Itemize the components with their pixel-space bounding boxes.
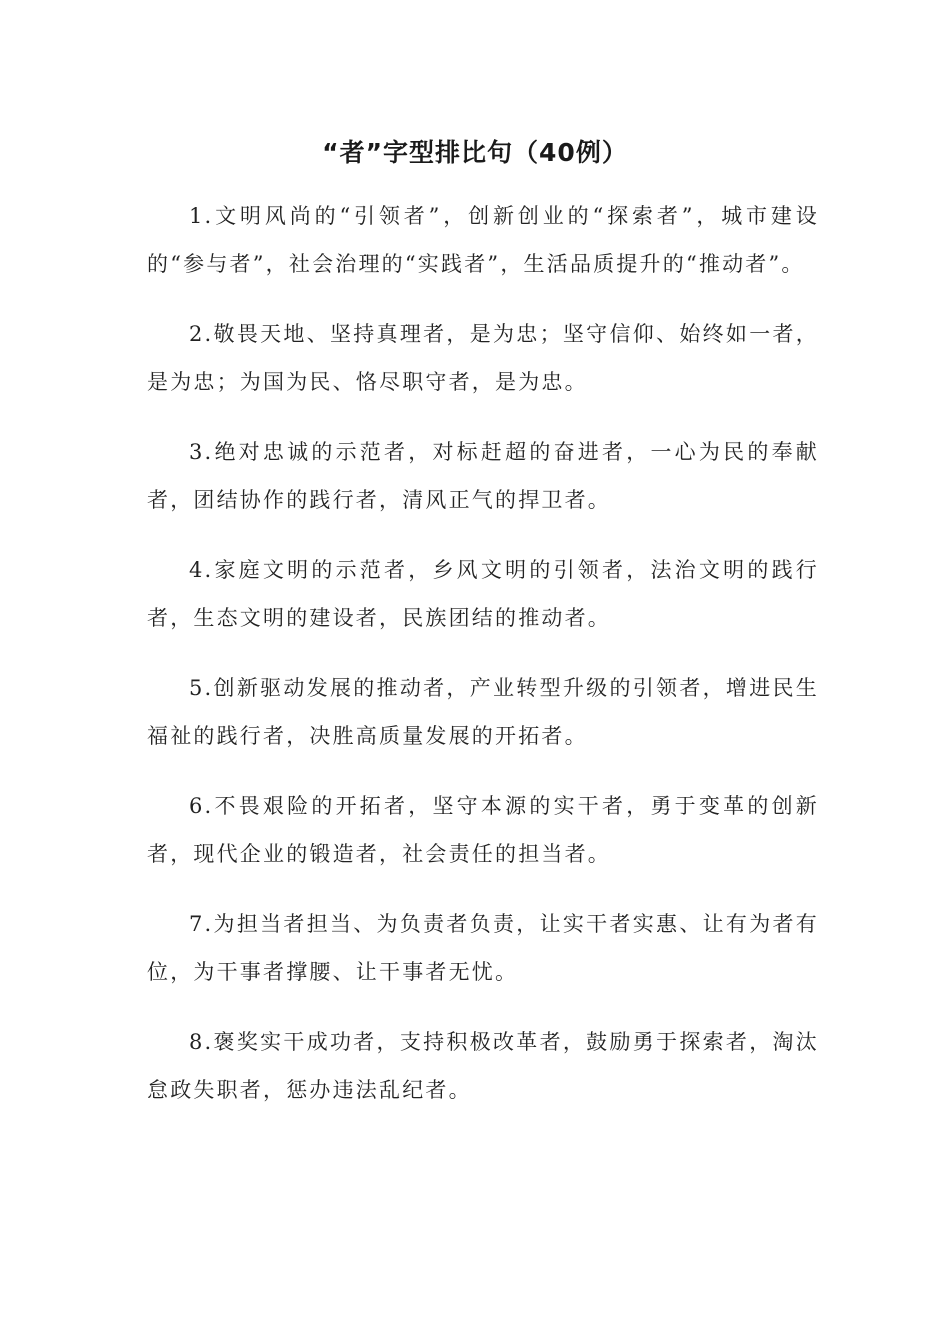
paragraph-6: 6.不畏艰险的开拓者，坚守本源的实干者，勇于变革的创新者，现代企业的锻造者，社会责任的担当者。 <box>147 794 819 866</box>
paragraph-8: 8.褒奖实干成功者，支持积极改革者，鼓励勇于探索者，淘汰怠政失职者，惩办违法乱纪者。 <box>147 1030 819 1102</box>
document-body <box>147 192 819 1136</box>
document-title: “者”字型排比句（40例） <box>322 138 628 167</box>
paragraph-3: 3.绝对忠诚的示范者，对标赶超的奋进者，一心为民的奉献者，团结协作的践行者，清风正气的捍卫者。 <box>147 440 819 512</box>
paragraph-4: 4.家庭文明的示范者，乡风文明的引领者，法治文明的践行者，生态文明的建设者，民族团结的推动者。 <box>147 558 819 630</box>
paragraph-7: 7.为担当者担当、为负责者负责，让实干者实惠、让有为者有位，为干事者撑腰、让干事者无忧。 <box>147 912 819 984</box>
paragraph-1: 1.文明风尚的“引领者”，创新创业的“探索者”，城市建设的“参与者”，社会治理的“实践者”，生活品质提升的“推动者”。 <box>147 204 819 276</box>
paragraph-2: 2.敬畏天地、坚持真理者，是为忠；坚守信仰、始终如一者，是为忠；为国为民、恪尽职守者，是为忠。 <box>147 322 819 394</box>
paragraph-5: 5.创新驱动发展的推动者，产业转型升级的引领者，增进民生福祉的践行者，决胜高质量发展的开拓者。 <box>147 676 819 748</box>
